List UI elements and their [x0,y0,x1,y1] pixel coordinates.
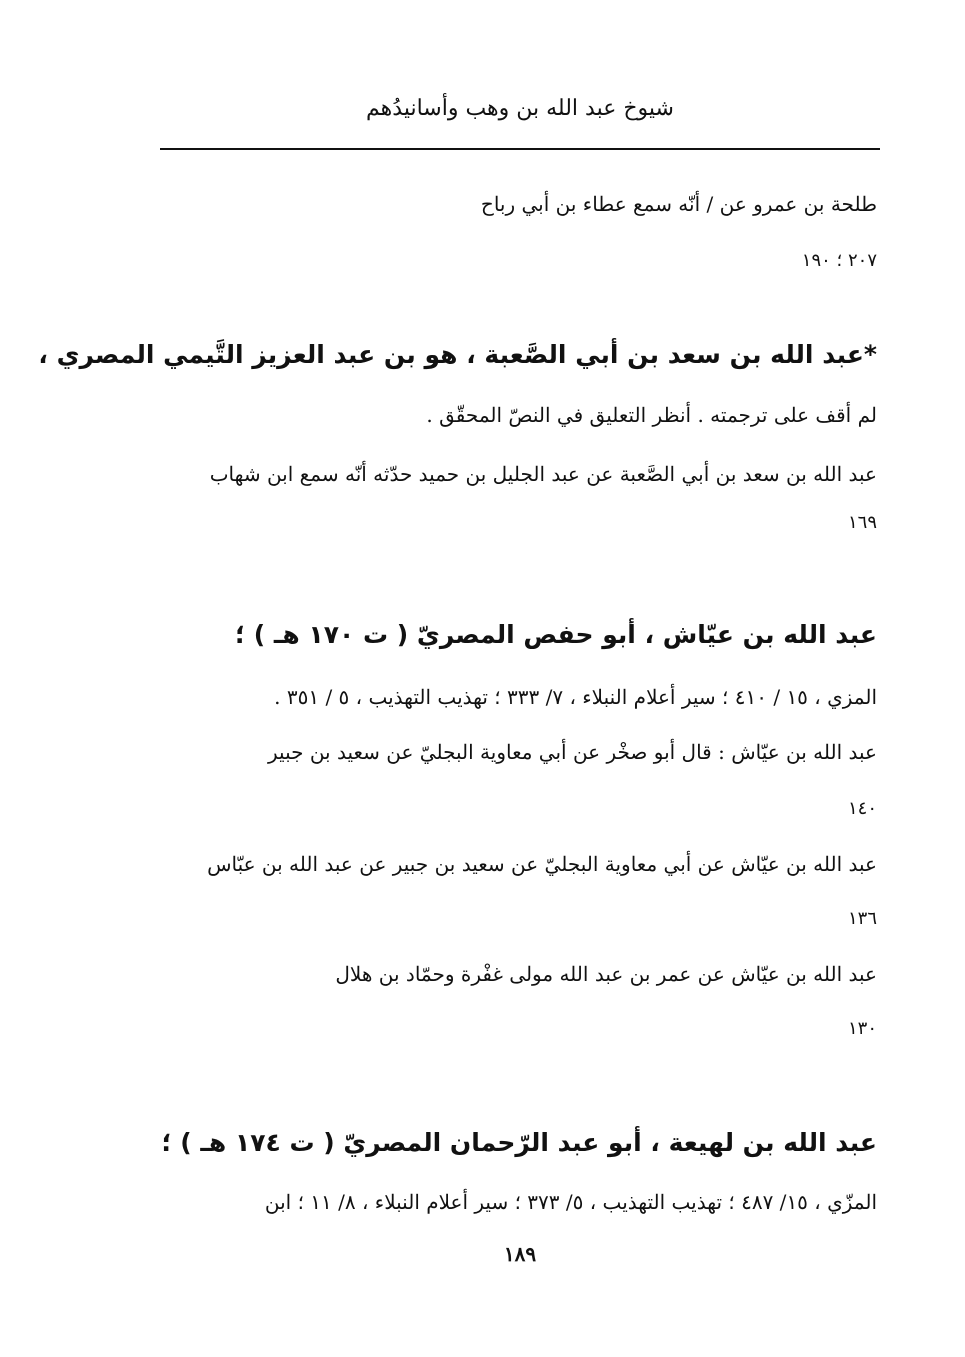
reference-numbers: ١٤٠ [847,798,877,819]
isnad-line: عبد الله بن عيّاش عن أبي معاوية البجليّ عن سعيد بن جبير عن عبد الله بن عبّاس [207,852,877,876]
page-number: ١٨٩ [503,1242,537,1266]
isnad-line: عبد الله بن عيّاش : قال أبو صخْر عن أبي معاوية البجليّ عن سعيد بن جبير [268,740,877,764]
running-header: شيوخ عبد الله بن وهب وأسانيدُهم [366,96,674,121]
reference-numbers: ١٣٦ [847,908,877,929]
reference-numbers: ١٣٠ [847,1018,877,1039]
biography-sources: المزّي ، ١٥/ ٤٨٧ ؛ تهذيب التهذيب ، ٥/ ٣٧٣ ؛ سير أعلام النبلاء ، ٨/ ١١ ؛ ابن [264,1190,877,1214]
reference-numbers: ٢٠٧ ؛ ١٩٠ [801,250,877,271]
entry-heading: عبد الله بن عيّاش ، أبو حفص المصريّ ( ت ١٧٠ هـ ) ؛ [235,620,877,649]
isnad-line: عبد الله بن عيّاش عن عمر بن عبد الله مولى غفْرة وحمّاد بن هلال [335,962,877,986]
biography-sources: المزي ، ١٥ / ٤١٠ ؛ سير أعلام النبلاء ، ٧/ ٣٣٣ ؛ تهذيب التهذيب ، ٥ / ٣٥١ . [274,685,877,709]
isnad-line: طلحة بن عمرو عن / أنّه سمع عطاء بن أبي رباح [480,192,877,216]
entry-heading: عبد الله بن لهيعة ، أبو عبد الرّحمان المصريّ ( ت ١٧٤ هـ ) ؛ [161,1128,877,1157]
biography-note: لم أقف على ترجمته . أنظر التعليق في النصّ المحقّق . [426,403,877,427]
header-divider [160,148,880,150]
reference-numbers: ١٦٩ [847,512,877,533]
isnad-line: عبد الله بن سعد بن أبي الصَّعبة عن عبد الجليل بن حميد حدّثه أنّه سمع ابن شهاب [209,462,877,486]
entry-heading: *عبد الله بن سعد بن أبي الصَّعبة ، هو بن عبد العزيز التَّيمي المصري ، [38,340,877,369]
